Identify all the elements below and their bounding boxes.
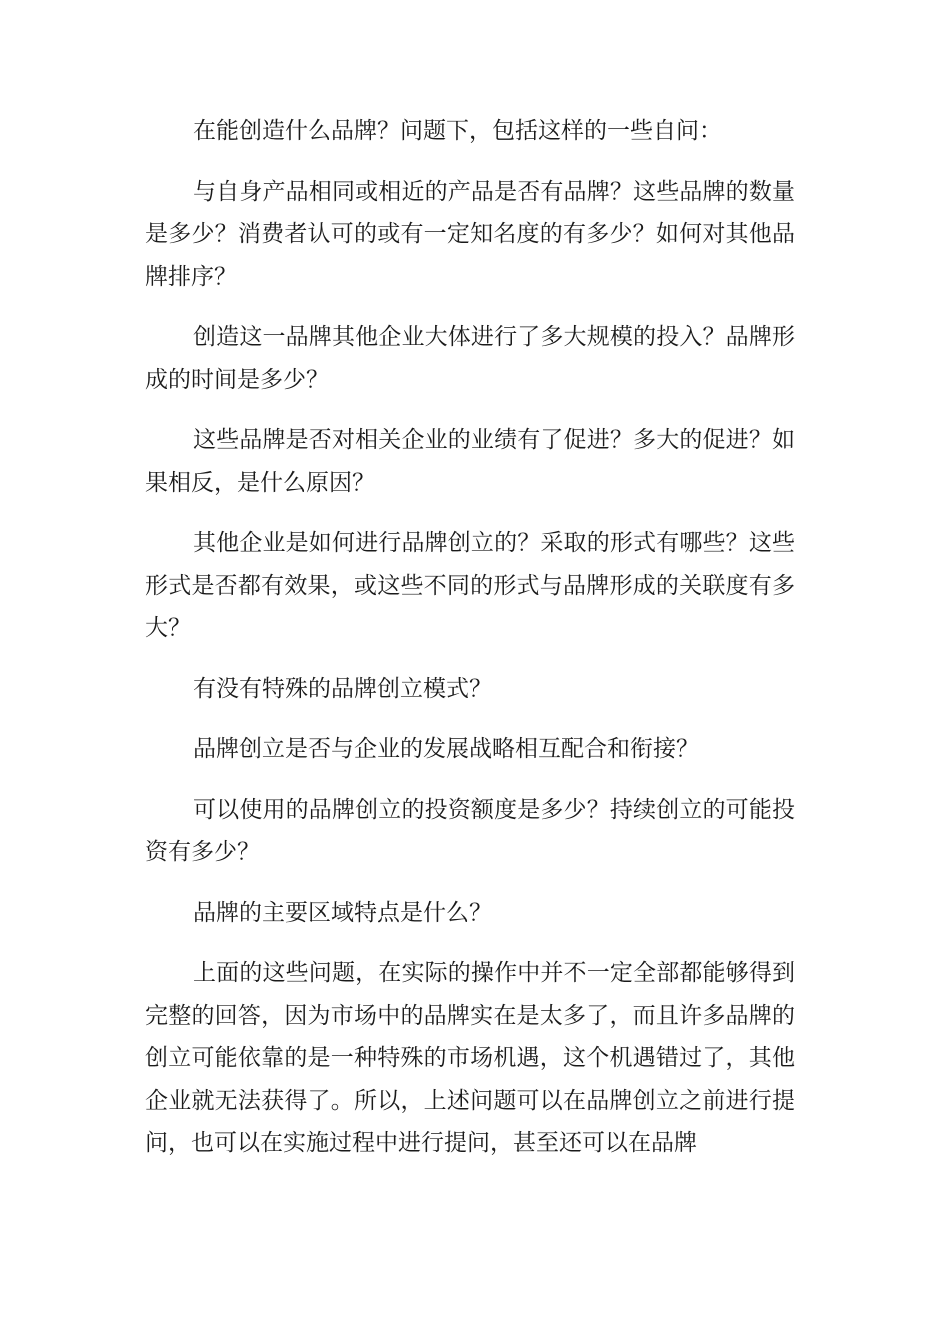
paragraph: 在能创造什么品牌？问题下，包括这样的一些自问： bbox=[193, 118, 722, 144]
paragraph: 品牌的主要区域特点是什么？ bbox=[193, 899, 492, 926]
paragraph: 可以使用的品牌创立的投资额度是多少？持续创立的可能投资有多少？ bbox=[145, 796, 795, 865]
paragraph: 这些品牌是否对相关企业的业绩有了促进？多大的促进？如果相反，是什么原因？ bbox=[145, 427, 795, 496]
paragraph: 有没有特殊的品牌创立模式？ bbox=[193, 675, 492, 702]
paragraph: 创造这一品牌其他企业大体进行了多大规模的投入？品牌形成的时间是多少？ bbox=[145, 324, 795, 393]
paragraph: 与自身产品相同或相近的产品是否有品牌？这些品牌的数量是多少？消费者认可的或有一定知名度的有多少？如何对其他品牌排序？ bbox=[145, 178, 795, 290]
paragraph: 品牌创立是否与企业的发展战略相互配合和衔接？ bbox=[193, 736, 699, 762]
paragraph: 其他企业是如何进行品牌创立的？采取的形式有哪些？这些形式是否都有效果，或这些不同的形式与品牌形成的关联度有多大？ bbox=[145, 530, 795, 641]
document-body bbox=[145, 110, 795, 1183]
paragraph: 上面的这些问题，在实际的操作中并不一定全部都能够得到完整的回答，因为市场中的品牌实在是太多了，而且许多品牌的创立可能依靠的是一种特殊的市场机遇，这个机遇错过了，其他企业就无法获得了。所以，上述问题可以在品牌创立之前进行提问，也可以在实施过程中进行提问，甚至还可以在品牌 bbox=[145, 960, 795, 1156]
